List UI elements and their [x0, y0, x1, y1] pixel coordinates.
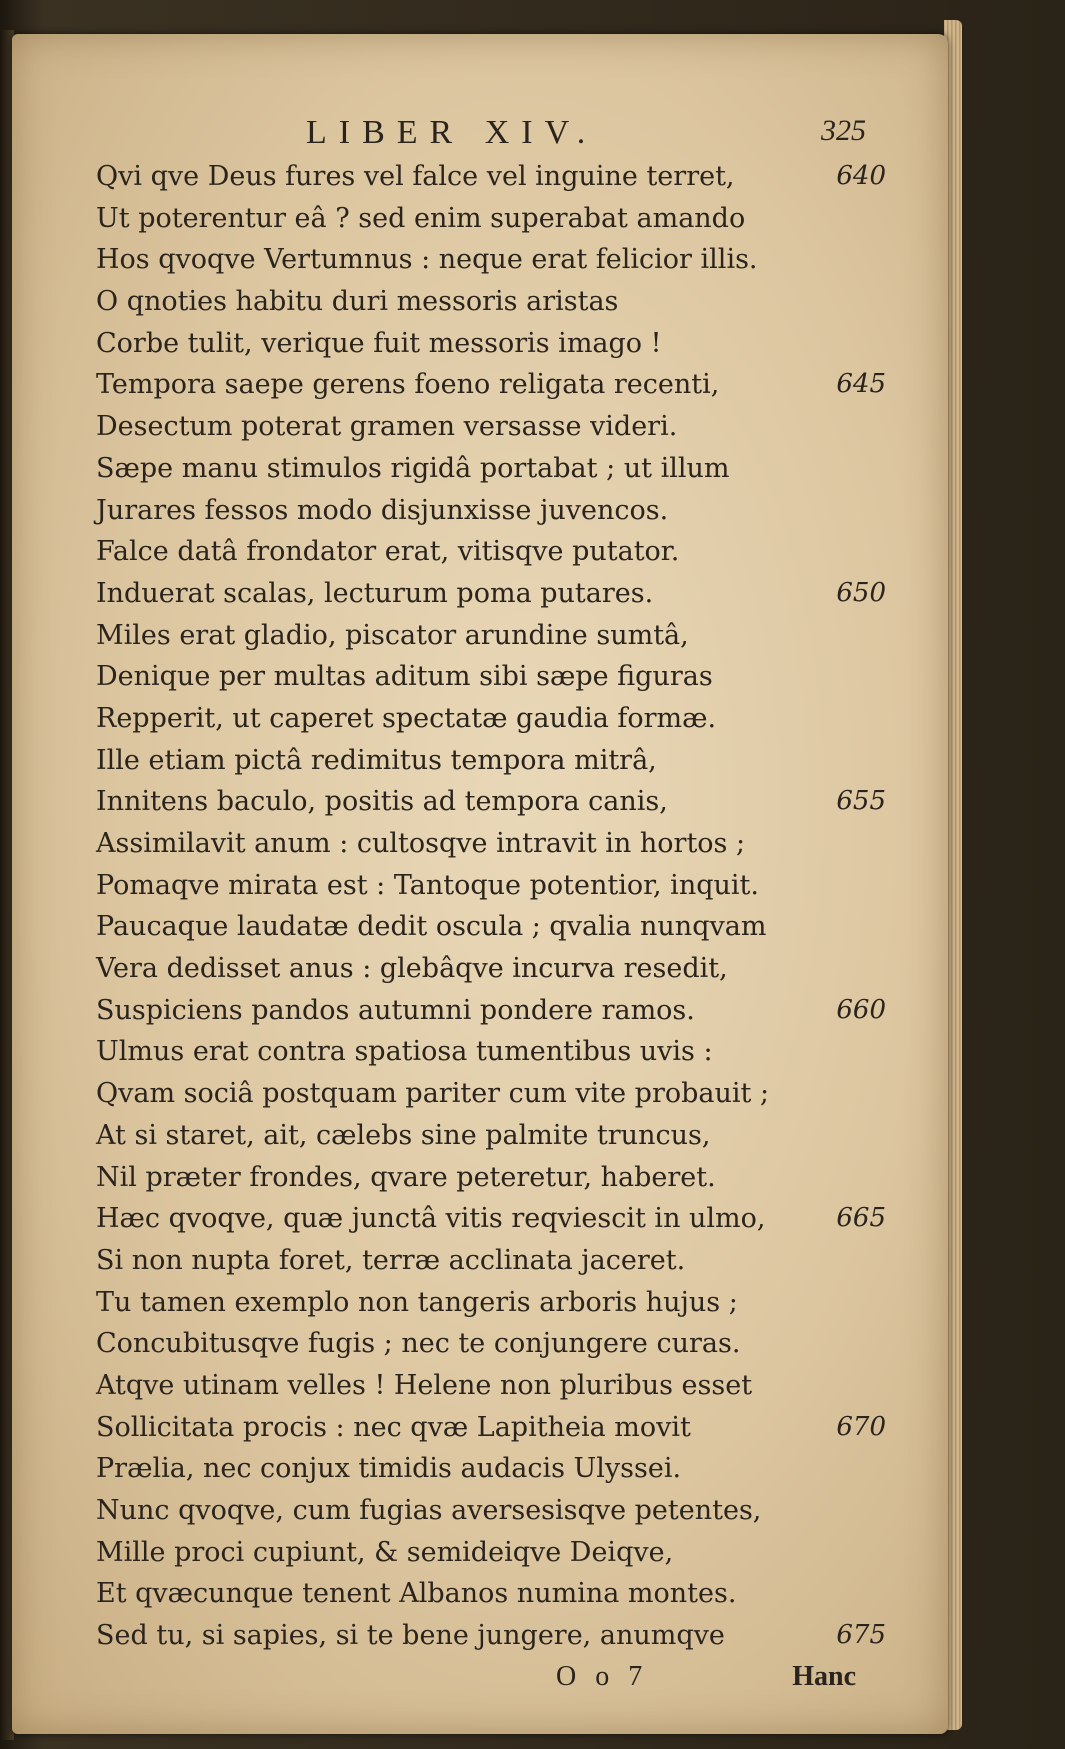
line-number: 640 [836, 161, 886, 191]
verse-text: Miles erat gladio, piscator arundine sumtâ, [96, 619, 689, 651]
verse-line [96, 698, 886, 740]
verse-line [96, 198, 886, 240]
verse-text: Hæc qvoqve, quæ junctâ vitis reqviescit in ulmo, [96, 1203, 766, 1235]
verse-line [96, 1240, 886, 1282]
line-number: 665 [836, 1203, 886, 1234]
verse-text: Jurares fessos modo disjunxisse juvencos. [96, 494, 669, 526]
verse-text: Repperit, ut caperet spectatæ gaudia formæ. [96, 702, 717, 734]
verse-text: Qvi qve Deus fures vel falce vel inguine terret, [96, 161, 735, 192]
verse-text: Vera dedisset anus : glebâqve incurva resedit, [96, 953, 728, 985]
line-number: 650 [836, 577, 886, 608]
verse-line [96, 990, 886, 1032]
verse-line [96, 1365, 886, 1407]
verse-line [96, 865, 886, 907]
page-number: 325 [821, 114, 866, 147]
page-footer [96, 1657, 886, 1701]
verse-line [96, 364, 886, 406]
verse-text: Tempora saepe gerens foeno religata recenti, [96, 369, 720, 401]
verse-list [96, 156, 886, 1657]
verse-line [96, 1073, 886, 1115]
verse-text: Paucaque laudatæ dedit oscula ; qvalia nunqvam [96, 911, 767, 943]
verse-text: Ulmus erat contra spatiosa tumentibus uvis : [96, 1036, 713, 1068]
verse-text: Si non nupta foret, terræ acclinata jaceret. [96, 1244, 686, 1276]
verse-line [96, 906, 886, 948]
verse-text: Nunc qvoqve, cum fugias aversesisqve petentes, [96, 1495, 762, 1526]
verse-text: Sæpe manu stimulos rigidâ portabat ; ut illum [96, 452, 730, 484]
verse-line [96, 740, 886, 782]
line-number: 655 [836, 786, 886, 817]
verse-line [96, 448, 886, 490]
verse-line [96, 615, 886, 657]
verse-line [96, 1282, 886, 1324]
verse-line [96, 531, 886, 573]
verse-line [96, 156, 886, 198]
line-number: 670 [836, 1411, 886, 1442]
verse-text: Tu tamen exemplo non tangeris arboris hujus ; [96, 1286, 738, 1318]
verse-text: Ut poterentur eâ ? sed enim superabat amando [96, 202, 746, 234]
verse-line [96, 1615, 886, 1657]
verse-line [96, 239, 886, 281]
verse-line [96, 656, 886, 698]
verse-text: Assimilavit anum : cultosqve intravit in hortos ; [96, 828, 746, 859]
running-head: LIBER XIV. [306, 114, 598, 151]
verse-text: Qvam sociâ postquam pariter cum vite probauit ; [96, 1078, 770, 1110]
line-number: 660 [836, 994, 886, 1025]
verse-line [96, 1407, 886, 1449]
verse-text: Atqve utinam velles ! Helene non pluribus esset [96, 1369, 753, 1401]
verse-line [96, 406, 886, 448]
verse-text: Denique per multas aditum sibi sæpe figuras [96, 661, 713, 693]
verse-text: Nil præter frondes, qvare peteretur, haberet. [96, 1161, 716, 1193]
verse-text: Pomaqve mirata est : Tantoque potentior, inquit. [96, 869, 759, 901]
verse-text: Suspiciens pandos autumni pondere ramos. [96, 994, 695, 1026]
verse-text: Hos qvoqve Vertumnus : neque erat felicior illis. [96, 244, 758, 276]
verse-line [96, 1490, 886, 1532]
verse-line [96, 1573, 886, 1615]
verse-text: O qnoties habitu duri messoris aristas [96, 286, 619, 318]
verse-line [96, 1448, 886, 1490]
signature-mark: O o 7 [556, 1660, 649, 1692]
verse-line [96, 1198, 886, 1240]
verse-text: Induerat scalas, lecturum poma putares. [96, 577, 654, 609]
verse-text: Prælia, nec conjux timidis audacis Ulyssei. [96, 1453, 682, 1485]
verse-text: Et qvæcunque tenent Albanos numina montes. [96, 1578, 737, 1610]
verse-text: Falce datâ frondator erat, vitisqve putator. [96, 536, 680, 568]
verse-text: Mille proci cupiunt, & semideiqve Deiqve, [96, 1536, 674, 1568]
verse-line [96, 323, 886, 365]
catchword: Hanc [792, 1660, 856, 1692]
verse-line [96, 1532, 886, 1574]
verse-line [96, 1031, 886, 1073]
verse-line [96, 948, 886, 990]
page-text [96, 100, 886, 1701]
verse-line [96, 1323, 886, 1365]
line-number: 645 [836, 369, 886, 400]
verse-text: Desectum poterat gramen versasse videri. [96, 411, 678, 443]
verse-text: Concubitusqve fugis ; nec te conjungere curas. [96, 1328, 741, 1360]
page-header [96, 100, 886, 156]
verse-line [96, 1157, 886, 1199]
verse-text: Corbe tulit, verique fuit messoris imago ! [96, 327, 662, 359]
verse-line [96, 573, 886, 615]
line-number: 675 [836, 1620, 886, 1651]
verse-text: Sollicitata procis : nec qvæ Lapitheia movit [96, 1411, 691, 1443]
verse-text: Ille etiam pictâ redimitus tempora mitrâ, [96, 744, 657, 776]
verse-text: At si staret, ait, cælebs sine palmite truncus, [96, 1119, 711, 1151]
verse-line [96, 490, 886, 532]
verse-line [96, 1115, 886, 1157]
verse-line [96, 781, 886, 823]
verse-text: Innitens baculo, positis ad tempora canis, [96, 786, 668, 818]
verse-line [96, 281, 886, 323]
verse-line [96, 823, 886, 865]
verse-text: Sed tu, si sapies, si te bene jungere, anumqve [96, 1620, 725, 1652]
